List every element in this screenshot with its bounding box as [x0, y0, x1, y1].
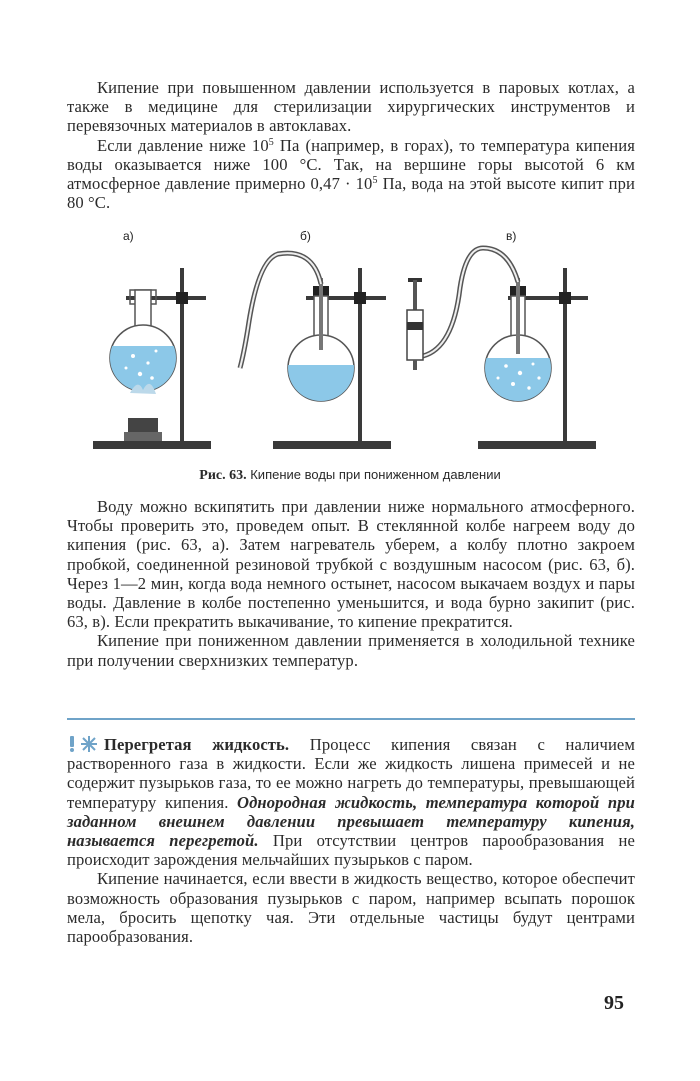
paragraph-low-pressure: Если давление ниже $10^5$ Па (например, в горах), то температура кипения воды оказывается ниже 100 °С. Так, на вершине горы высотой 6 км атмосферное давление примерно $0,47 \cdot 10^5$ Па, вода на этой высоте кипит при 80 °С.: [67, 135, 635, 213]
apparatus-c: [407, 248, 596, 449]
paragraph-superheated: Перегретая жидкость. Процесс кипения связан с наличием растворенного газа в жидкости. Если же жидкость лишена примесей и не содержит пузырьков газа, то ее можно нагреть до температуры, превышающей температуру кипения. Однородная жидкость, температура которой при заданном внешнем давлении превышает температуру кипения, называется перегретой. При отсутствии центров парообразования не происходит зарождения мельчайших пузырьков с паром.: [67, 735, 635, 870]
paragraph-text: Кипение начинается, если ввести в жидкость вещество, которое обеспечит возможность образования пузырьков с паром, например всыпать порошок мела, бросить щепотку чая. Эти отдельные частицы будут центрами парообразования.: [67, 869, 635, 947]
apparatus-b: [240, 253, 391, 449]
paragraph-text: Кипение при пониженном давлении применяется в холодильной технике при получении сверхнизких температур.: [67, 631, 635, 670]
figure-caption: [90, 467, 610, 484]
definition-text: Однородная жидкость, температура которой при заданном внешнем давлении превышает температуру кипения, называется перегретой.: [67, 792, 635, 851]
figure-caption-number: Рис. 63.: [199, 468, 247, 483]
page-number: 95: [604, 992, 624, 1014]
paragraph-text: Кипение при повышенном давлении используется в паровых котлах, а также в медицине для стерилизации хирургических инструментов и перевязочных материалов в автоклавах.: [67, 78, 635, 136]
paragraph-experiment: [67, 497, 635, 670]
section-divider: [67, 718, 635, 720]
figure-63: [88, 218, 608, 468]
apparatus-a: [93, 268, 211, 449]
paragraph-high-pressure: [67, 78, 635, 212]
advanced-material-icon: [67, 736, 101, 752]
section-heading: Перегретая жидкость.: [104, 735, 290, 754]
label-a: а): [123, 229, 134, 243]
section-superheated-liquid: [67, 735, 635, 946]
label-c: в): [506, 229, 517, 243]
figure-caption-text: Кипение воды при пониженном давлении: [250, 467, 501, 482]
label-b: б): [300, 229, 311, 243]
paragraph-text: Воду можно вскипятить при давлении ниже нормального атмосферного. Чтобы проверить это, проведем опыт. В стеклянной колбе нагреем воду до кипения (рис. 63, а). Затем нагреватель уберем, а колбу плотно закроем пробкой, соединенной резиновой трубкой с воздушным насосом (рис. 63, б). Через 1—2 мин, когда вода немного остынет, насосом выкачаем воздух и пары воды. Давление в колбе постепенно уменьшится, и вода бурно закипит (рис. 63, в). Если прекратить выкачивание, то кипение прекратится.: [67, 497, 635, 632]
